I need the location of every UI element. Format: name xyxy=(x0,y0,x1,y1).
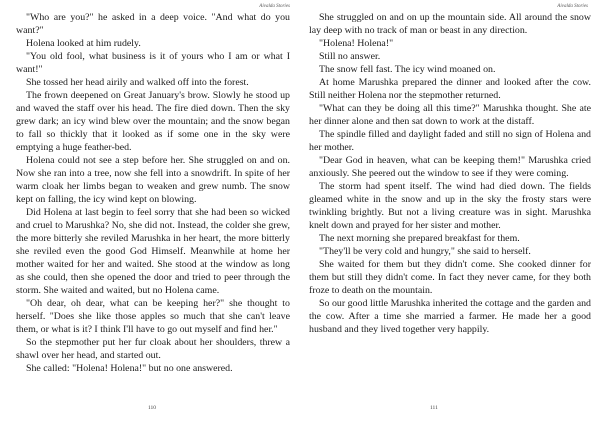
paragraph: So our good little Marushka inherited the cottage and the garden and the cow. After a time she married a farmer. He made her a good husband and they lived together very happily. xyxy=(309,298,591,335)
paragraph: "You old fool, what business is it of yours who I am or what I want!" xyxy=(16,51,290,75)
paragraph: "Who are you?" he asked in a deep voice. "And what do you want?" xyxy=(16,12,290,36)
paragraph: "Holena! Holena!" xyxy=(319,38,394,49)
page-number: 110 xyxy=(148,405,157,411)
paragraph: The next morning she prepared breakfast for them. xyxy=(319,233,520,244)
left-page-body xyxy=(16,11,290,375)
paragraph: So the stepmother put her fur cloak about her shoulders, threw a shawl over her head, and started out. xyxy=(16,337,290,361)
paragraph: Holena could not see a step before her. She struggled on and on. Now she ran into a tree, now she fell into a snowdrift. In spite of her warm cloak her limbs began to weaken and grew numb. The snow kept on falling, the icy wind kept on blowing. xyxy=(16,155,290,205)
paragraph: Did Holena at last begin to feel sorry that she had been so wicked and cruel to Marushka? No, she did not. Instead, the colder she grew, the more bitterly she reviled Marushka in her heart, the more bitterly she reviled even the good God Himself. Meanwhile at home her mother waited for her and waited. She stood at the window as long as she could, then she opened the door and tried to peer through the storm. She waited and waited, but no Holena came. xyxy=(16,207,290,296)
running-head: Aivalda Stories xyxy=(557,4,588,9)
paragraph: She called: "Holena! Holena!" but no one answered. xyxy=(26,363,233,374)
paragraph: "They'll be very cold and hungry," she said to herself. xyxy=(319,246,531,257)
paragraph: "Dear God in heaven, what can be keeping them!" Marushka cried anxiously. She peered out the window to see if they were coming. xyxy=(309,155,591,179)
paragraph: "Oh dear, oh dear, what can be keeping her?" she thought to herself. "Does she like those apples so much that she can't leave them, or what is it? I think I'll have to go out myself and find her." xyxy=(16,298,290,335)
paragraph: She waited for them but they didn't come. She cooked dinner for them but still they didn't come. In fact they never came, for they both froze to death on the mountain. xyxy=(309,259,591,296)
paragraph: The spindle filled and daylight faded and still no sign of Holena and her mother. xyxy=(309,129,591,153)
paragraph: At home Marushka prepared the dinner and looked after the cow. Still neither Holena nor the stepmother returned. xyxy=(309,77,591,101)
paragraph: She tossed her head airily and walked off into the forest. xyxy=(26,77,249,88)
paragraph: The snow fell fast. The icy wind moaned on. xyxy=(319,64,496,75)
paragraph: Holena looked at him rudely. xyxy=(26,38,141,49)
paragraph: The storm had spent itself. The wind had died down. The fields gleamed white in the snow and up in the sky the frosty stars were twinkling brightly. But not a living creature was in sight. Marushka knelt down and prayed for her sister and mother. xyxy=(309,181,591,231)
paragraph: Still no answer. xyxy=(319,51,381,62)
right-page-body xyxy=(309,11,591,336)
paragraph: The frown deepened on Great January's brow. Slowly he stood up and waved the staff over his head. The fire died down. Then the sky grew dark; an icy wind blew over the mountain; and the snow began to fall so thickly that it looked as if some one in the sky were emptying a huge feather-bed. xyxy=(16,90,290,153)
page-number: 111 xyxy=(430,405,438,411)
running-head: Aivalda Stories xyxy=(259,4,290,9)
right-page xyxy=(300,0,600,424)
paragraph: "What can they be doing all this time?" Marushka thought. She ate her dinner alone and then sat down to work at the distaff. xyxy=(309,103,591,127)
paragraph: She struggled on and on up the mountain side. All around the snow lay deep with no track of man or beast in any direction. xyxy=(309,12,591,36)
